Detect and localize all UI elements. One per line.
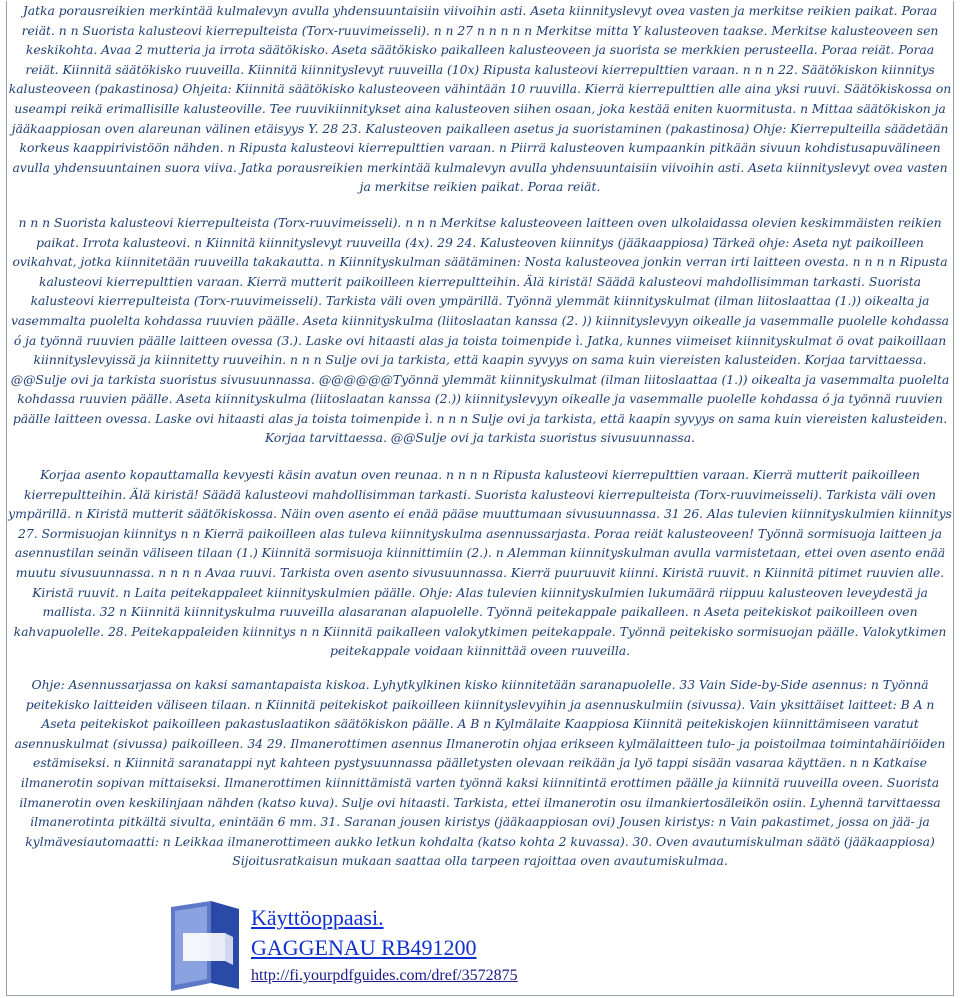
paragraph-gap bbox=[7, 661, 953, 675]
book-logo-icon bbox=[167, 899, 243, 994]
manual-link[interactable]: Käyttöoppaasi. bbox=[251, 905, 384, 930]
instruction-paragraph-3: Korjaa asento kopauttamalla kevyesti käsin avatun oven reunaa. n n n n Ripusta kalusteovi kierrepulttien varaan. Kierrä mutterit paikoilleen kierrepultteihin. Älä kiristä! Säädä kalusteovi mahdollisimman tarkasti. Suorista kalusteovi kierrepulteista (Torx-ruuvimeisseli). Tarkista väli oven ympärillä. n Kiristä mutterit säätökiskossa. Näin oven asento ei enää pääse muuttumaan sivusuunnassa. 31 26. Alas tulevien kiinnityskulmien kiinnitys 27. Sormisuojan kiinnitys n n Kierrä paikoilleen alas tuleva kiinnityskulma asennussarjasta. Poraa reiät kalusteoveen! Työnnä sormisuoja laitteen ja asennustilan seinän väliseen tilaan (1.) Kiinnitä sormisuoja kiinnittimiin (2.). n Alemman kiinnityskulman avulla varmistetaan, ettei oven asento enää muutu sivusuunnassa. n n n n Avaa ruuvi. Tarkista oven asento sivusuunnassa. Kierrä puuruuvit kiinni. Kiristä ruuvit. n Kiinnitä pitimet ruuvien alle. Kiristä ruuvit. n Laita peitekappaleet kiinnityskulmien päälle. Ohje: Alas tulevien kiinnityskulmien lukumäärä riippuu kalusteoven leveydestä ja mallista. 32 n Kiinnitä kiinnityskulma ruuveilla alasaranan alapuolelle. Työnnä peitekappale paikalleen. n Aseta peitekiskot paikoilleen oven kahvapuolelle. 28. Peitekappaleiden kiinnitys n n Kiinnitä paikalleen valokytkimen peitekappale. Työnnä peitekisko sormisuojan päälle. Valokytkimen peitekappale voidaan kiinnittää oveen ruuveilla. bbox=[8, 467, 952, 659]
instruction-paragraph-1: Jatka porausreikien merkintää kulmalevyn avulla yhdensuuntaisiin viivoihin asti. Aseta kiinnityslevyt ovea vasten ja merkitse reikien paikat. Poraa reiät. n n Suorista kalusteovi kierrepulteista (Torx-ruuvimeisseli). n n 27 n n n n n Merkitse mitta Y kalusteoven taakse. Merkitse kalusteoveen sen keskikohta. Avaa 2 mutteria ja irrota säätökisko. Aseta säätökisko paikalleen kalusteoveen ja suorista se merkkien perusteella. Poraa reiät. Poraa reiät. Kiinnitä säätökisko ruuveilla. Kiinnitä kiinnityslevyt ruuveilla (10x) Ripusta kalusteovi kierrepulttien varaan. n n n 22. Säätökiskon kiinnitys kalusteoveen (pakastinosa) Ohjeita: Kiinnitä säätökisko kalusteoveen vähintään 10 ruuvilla. Kierrä kierrepulttien alle aina yksi ruuvi. Säätökiskossa on useampi reikä erimallisille kalusteoville. Tee ruuvikiinnitykset aina kalusteoven siihen osaan, joka kestää eniten kuormitusta. n Mittaa säätökiskon ja jääkaappiosan oven alareunan välinen etäisyys Y. 28 23. Kalusteoven paikalleen asetus ja suoristaminen (pakastinosa) Ohje: Kierrepulteilla säädetään korkeus kaappirivistöön nähden. n Ripusta kalusteovi kierrepulttien varaan. n Piirrä kalusteoven kumpaankin pitkään sivuun kohdistusapuvälineen avulla yhdensuuntainen suora viiva. Jatka porausreikien merkintää kulmalevyn avulla yhdensuuntaisiin viivoihin asti. Aseta kiinnityslevyt ovea vasten ja merkitse reikien paikat. Poraa reiät. bbox=[8, 3, 952, 195]
paragraph-gap bbox=[7, 197, 953, 213]
url-link[interactable]: http://fi.yourpdfguides.com/dref/3572875 bbox=[251, 967, 518, 984]
footer bbox=[167, 899, 667, 994]
instruction-paragraph-4: Ohje: Asennussarjassa on kaksi samantapaista kiskoa. Lyhytkylkinen kisko kiinnitetään saranapuolelle. 33 Vain Side-by-Side asennus: n Työnnä peitekisko laitteiden väliseen tilaan. n Kiinnitä peitekiskot paikoilleen kiinnityslevyihin ja asennuskulmiin (sivussa). Vain yksittäiset laitteet: B A n Aseta peitekiskot paikoilleen pakastuslaatikon säätökiskon päälle. A B n Kylmälaite Kaappiosa Kiinnitä peitekiskojen kiinnittämiseen varatut asennuskulmat (sivussa) paikoilleen. 34 29. Ilmanerottimen asennus Ilmanerotin ohjaa erikseen kylmälaitteen tulo- ja poistoilmaa toimintahäiriöiden estämiseksi. n Kiinnitä saranatappi nyt kahteen pystysuunnassa päälletysten olevaan reikään ja lyö tappi sisään vasaraa käyttäen. n n Katkaise ilmanerotin sopivan mittaiseksi. Ilmanerottimen kiinnittämistä varten työnnä kaksi kiinnitintä erottimen päälle ja kiinnitä ruuveilla oveen. Suorista ilmanerotin oven keskilinjaan nähden (katso kuva). Sulje ovi hitaasti. Tarkista, ettei ilmanerotin osu ilmankiertosäleikön osiin. Lyhennä tarvittaessa ilmanerotinta pitkältä sivulta, enintään 6 mm. 31. Saranan jousen kiristys (jääkaappiosan ovi) Jousen kiristys: n Vain pakastimet, jossa on jää- ja kylmävesiautomaatti: n Leikkaa ilmanerottimeen aukko letkun kohdalta (katso kohta 2 kuvassa). 30. Oven avautumiskulman säätö (jääkaappiosa) Sijoitusratkaisun mukaan saattaa olla tarpeen rajoittaa oven avautumiskulmaa. bbox=[14, 677, 946, 869]
footer-links bbox=[251, 903, 518, 989]
document-page bbox=[6, 1, 954, 996]
instruction-paragraph-2: n n n Suorista kalusteovi kierrepulteista (Torx-ruuvimeisseli). n n n Merkitse kalusteoveen laitteen oven ulkolaidassa olevien keskimmäisten reikien paikat. Irrota kalusteovi. n Kiinnitä kiinnityslevyt ruuveilla (4x). 29 24. Kalusteoven kiinnitys (jääkaappiosa) Tärkeä ohje: Aseta nyt paikoilleen ovikahvat, jotka kiinnitetään ruuveilla takakautta. n Kiinnityskulman säätäminen: Nosta kalusteovea jonkin verran irti laitteen ovesta. n n n n Ripusta kalusteovi kierrepulttien varaan. Kierrä mutterit paikoilleen kierrepultteihin. Älä kiristä! Säädä kalusteovi mahdollisimman tarkasti. Suorista kalusteovi kierrepulteista (Torx-ruuvimeisseli). Tarkista väli oven ympärillä. Työnnä ylemmät kiinnityskulmat (ilman liitoslaattaa (1.)) oikealta ja vasemmalta puolelta kohdassa ruuvien päälle. Aseta kiinnityskulma (liitoslaatan kanssa (2. )) kiinnityslevyyn oikealle ja vasemmalle puolelle kohdassa ó ja työnnä ruuvien päälle laitteen ovessa (3.). Laske ovi hitaasti alas ja toista toimenpide ì. Jatka, kunnes viimeiset kiinnityskulmat ö ovat paikoillaan kiinnityslevyissä ja kiinnitetty ruuveihin. n n n Sulje ovi ja tarkista, että kaapin syvyys on sama kuin viereisten kalusteiden. Korjaa tarvittaessa. @@Sulje ovi ja tarkista suoristus sivusuunnassa. @@@@@@Työnnä ylemmät kiinnityskulmat (ilman liitoslaattaa (1.)) oikealta ja vasemmalta puolelta kohdassa ruuvien päälle. Aseta kiinnityskulma (liitoslaatan kanssa (2.)) kiinnityslevyyn oikealle ja vasemmalle puolelle kohdassa ó ja työnnä ruuvien päälle laitteen ovessa. Laske ovi hitaasti alas ja toista toimenpide ì. n n n Sulje ovi ja tarkista, että kaapin syvyys on sama kuin viereisten kalusteiden. Korjaa tarvittaessa. @@Sulje ovi ja tarkista suoristus sivusuunnassa. bbox=[10, 214, 950, 446]
model-link[interactable]: GAGGENAU RB491200 bbox=[251, 935, 477, 960]
paragraph-gap bbox=[7, 448, 953, 465]
